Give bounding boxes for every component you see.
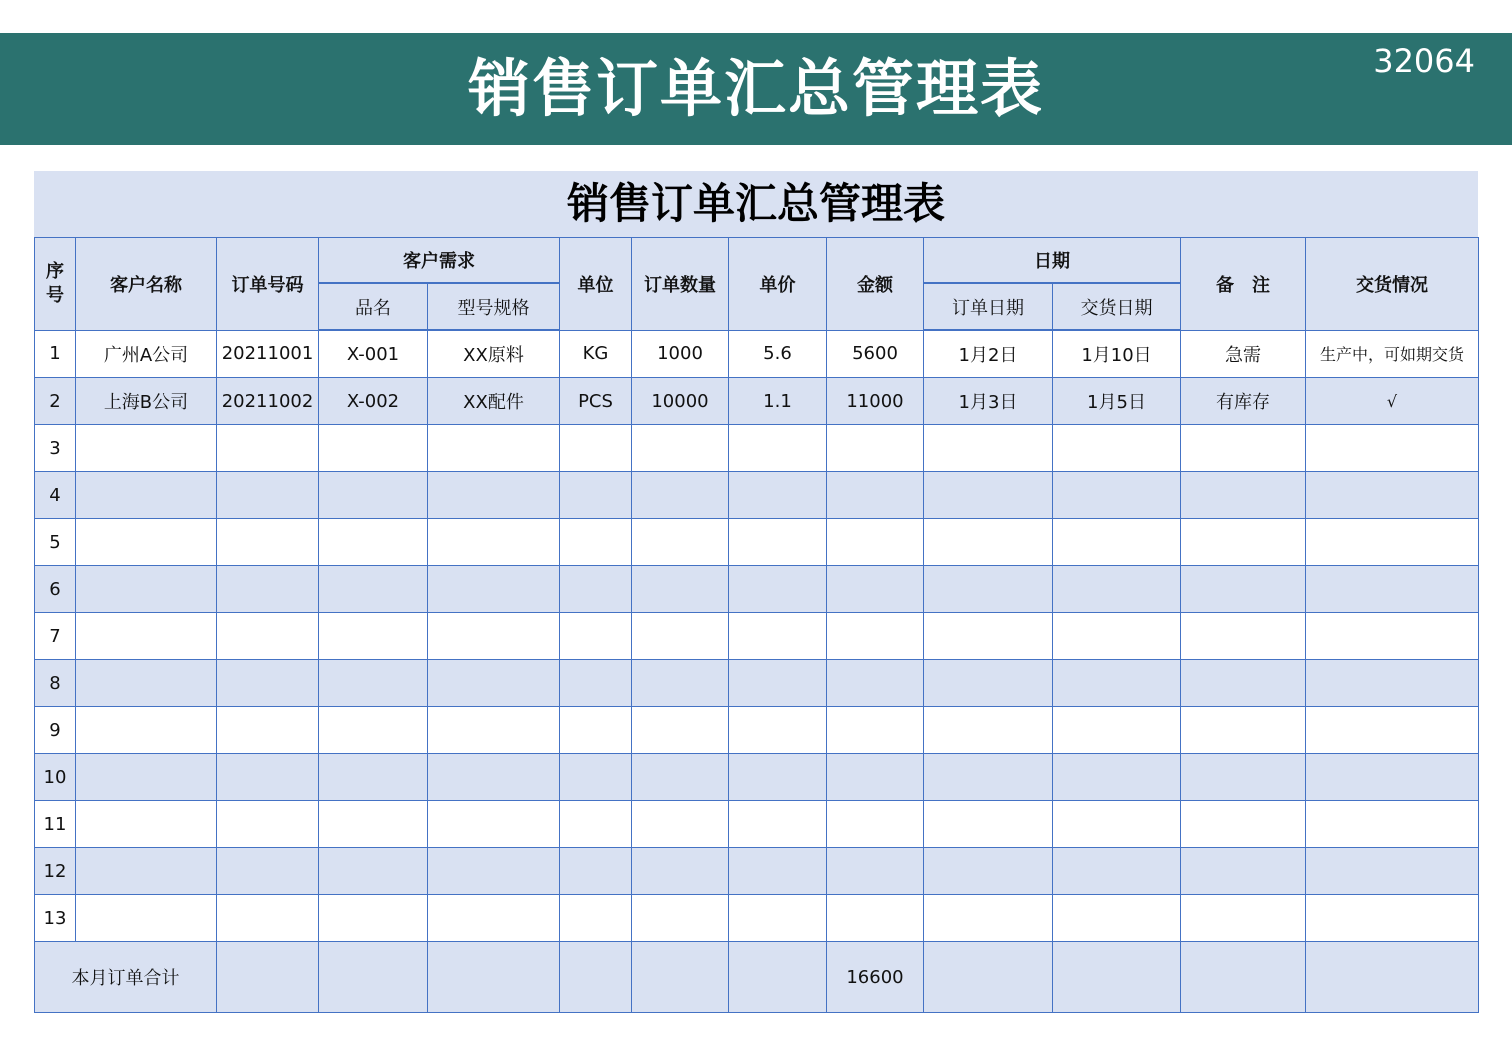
cell-order-number[interactable]	[217, 472, 319, 519]
cell-spec[interactable]	[428, 566, 560, 613]
cell-status[interactable]: 生产中，可如期交货	[1306, 330, 1479, 378]
cell-order-date[interactable]	[924, 425, 1053, 472]
table-row	[35, 660, 1479, 707]
cell-status[interactable]	[1306, 613, 1479, 660]
cell-order-date[interactable]	[924, 848, 1053, 895]
col-header-delivery-date: 交货日期	[1053, 283, 1181, 330]
cell-qty[interactable]	[632, 895, 729, 942]
cell-order-number[interactable]	[217, 801, 319, 848]
cell-customer[interactable]	[76, 472, 217, 519]
cell-qty[interactable]	[632, 801, 729, 848]
cell-product[interactable]	[319, 519, 428, 566]
col-header-unit: 单位	[560, 238, 632, 331]
cell-price[interactable]	[729, 848, 827, 895]
cell-amount[interactable]	[827, 754, 924, 801]
cell-remarks[interactable]: 有库存	[1181, 378, 1306, 425]
cell-order-date[interactable]: 1月3日	[924, 378, 1053, 425]
cell-product[interactable]	[319, 425, 428, 472]
cell-qty[interactable]	[632, 660, 729, 707]
cell-qty[interactable]	[632, 519, 729, 566]
cell-price[interactable]	[729, 660, 827, 707]
cell-seq: 12	[35, 848, 76, 895]
col-header-product-name: 品名	[319, 283, 428, 330]
col-header-customer-demand: 客户需求	[319, 238, 560, 284]
cell-unit[interactable]: KG	[560, 330, 632, 378]
cell-spec[interactable]	[428, 613, 560, 660]
cell-unit[interactable]	[560, 425, 632, 472]
table-cell[interactable]	[924, 942, 1053, 1013]
cell-price[interactable]	[729, 566, 827, 613]
cell-price[interactable]	[729, 754, 827, 801]
cell-delivery-date[interactable]	[1053, 895, 1181, 942]
cell-remarks[interactable]	[1181, 895, 1306, 942]
table-cell[interactable]	[560, 942, 632, 1013]
table-row	[35, 519, 1479, 566]
cell-seq: 1	[35, 330, 76, 378]
cell-status[interactable]	[1306, 566, 1479, 613]
table-row	[35, 378, 1479, 425]
cell-seq: 7	[35, 613, 76, 660]
cell-status[interactable]	[1306, 472, 1479, 519]
cell-customer[interactable]: 广州A公司	[76, 330, 217, 378]
cell-order-number[interactable]	[217, 754, 319, 801]
col-header-order-qty: 订单数量	[632, 238, 729, 331]
cell-order-number[interactable]: 20211001	[217, 330, 319, 378]
cell-unit[interactable]	[560, 472, 632, 519]
header-banner	[0, 33, 1512, 145]
cell-price[interactable]	[729, 707, 827, 754]
cell-status[interactable]	[1306, 801, 1479, 848]
cell-qty[interactable]: 1000	[632, 330, 729, 378]
table-row	[35, 801, 1479, 848]
cell-amount[interactable]: 11000	[827, 378, 924, 425]
table-cell[interactable]	[729, 942, 827, 1013]
cell-product[interactable]: X-001	[319, 330, 428, 378]
table-cell[interactable]	[1181, 942, 1306, 1013]
cell-order-number[interactable]	[217, 895, 319, 942]
table-cell[interactable]	[428, 942, 560, 1013]
cell-status[interactable]	[1306, 895, 1479, 942]
cell-amount[interactable]	[827, 613, 924, 660]
cell-delivery-date[interactable]: 1月5日	[1053, 378, 1181, 425]
cell-spec[interactable]	[428, 848, 560, 895]
table-cell[interactable]	[1053, 942, 1181, 1013]
cell-product[interactable]: X-002	[319, 378, 428, 425]
total-amount[interactable]: 16600	[827, 942, 924, 1013]
total-row	[35, 942, 1479, 1013]
cell-spec[interactable]	[428, 895, 560, 942]
cell-seq: 2	[35, 378, 76, 425]
cell-product[interactable]	[319, 613, 428, 660]
col-header-customer-name: 客户名称	[76, 238, 217, 331]
cell-remarks[interactable]	[1181, 660, 1306, 707]
cell-unit[interactable]	[560, 660, 632, 707]
cell-product[interactable]	[319, 754, 428, 801]
cell-spec[interactable]	[428, 519, 560, 566]
cell-product[interactable]	[319, 566, 428, 613]
cell-delivery-date[interactable]	[1053, 801, 1181, 848]
col-header-order-number: 订单号码	[217, 238, 319, 331]
cell-product[interactable]	[319, 660, 428, 707]
cell-unit[interactable]	[560, 519, 632, 566]
col-header-date: 日期	[924, 238, 1181, 284]
cell-status[interactable]: √	[1306, 378, 1479, 425]
cell-spec[interactable]	[428, 754, 560, 801]
cell-qty[interactable]	[632, 613, 729, 660]
cell-unit[interactable]	[560, 754, 632, 801]
document-number: 32064	[1373, 42, 1475, 80]
table-row	[35, 895, 1479, 942]
col-header-order-date: 订单日期	[924, 283, 1053, 330]
cell-order-date[interactable]	[924, 707, 1053, 754]
cell-amount[interactable]	[827, 895, 924, 942]
cell-unit[interactable]	[560, 801, 632, 848]
cell-spec[interactable]	[428, 425, 560, 472]
cell-remarks[interactable]	[1181, 848, 1306, 895]
cell-price[interactable]	[729, 425, 827, 472]
cell-remarks[interactable]	[1181, 613, 1306, 660]
cell-product[interactable]	[319, 707, 428, 754]
cell-customer[interactable]	[76, 895, 217, 942]
sheet-title: 销售订单汇总管理表	[34, 171, 1478, 237]
table-row	[35, 330, 1479, 378]
cell-unit[interactable]: PCS	[560, 378, 632, 425]
cell-unit[interactable]	[560, 566, 632, 613]
cell-seq: 9	[35, 707, 76, 754]
cell-order-date[interactable]	[924, 660, 1053, 707]
total-label: 本月订单合计	[35, 942, 217, 1013]
cell-product[interactable]	[319, 848, 428, 895]
cell-delivery-date[interactable]	[1053, 848, 1181, 895]
cell-order-number[interactable]: 20211002	[217, 378, 319, 425]
cell-order-number[interactable]	[217, 566, 319, 613]
banner-title: 销售订单汇总管理表	[467, 52, 1044, 125]
cell-order-date[interactable]	[924, 801, 1053, 848]
cell-spec[interactable]	[428, 472, 560, 519]
table-row	[35, 707, 1479, 754]
cell-seq: 8	[35, 660, 76, 707]
cell-delivery-date[interactable]	[1053, 519, 1181, 566]
cell-delivery-date[interactable]	[1053, 660, 1181, 707]
cell-order-number[interactable]	[217, 519, 319, 566]
col-header-amount: 金额	[827, 238, 924, 331]
cell-seq: 13	[35, 895, 76, 942]
cell-order-number[interactable]	[217, 707, 319, 754]
cell-status[interactable]	[1306, 707, 1479, 754]
cell-customer[interactable]	[76, 801, 217, 848]
cell-spec[interactable]	[428, 660, 560, 707]
col-header-seq-bottom: 号	[46, 284, 64, 306]
cell-customer[interactable]	[76, 707, 217, 754]
cell-delivery-date[interactable]	[1053, 613, 1181, 660]
cell-remarks[interactable]	[1181, 425, 1306, 472]
order-sheet	[34, 171, 1478, 1013]
cell-order-date[interactable]	[924, 754, 1053, 801]
cell-order-date[interactable]	[924, 566, 1053, 613]
cell-seq: 6	[35, 566, 76, 613]
cell-amount[interactable]	[827, 566, 924, 613]
table-cell[interactable]	[632, 942, 729, 1013]
cell-remarks[interactable]	[1181, 566, 1306, 613]
cell-product[interactable]	[319, 801, 428, 848]
cell-price[interactable]: 1.1	[729, 378, 827, 425]
cell-remarks[interactable]	[1181, 707, 1306, 754]
cell-status[interactable]	[1306, 519, 1479, 566]
cell-amount[interactable]	[827, 660, 924, 707]
col-header-seq-top: 序	[46, 260, 64, 282]
table-row	[35, 848, 1479, 895]
table-row	[35, 425, 1479, 472]
cell-price[interactable]	[729, 895, 827, 942]
cell-order-date[interactable]	[924, 613, 1053, 660]
col-header-remarks: 备 注	[1181, 238, 1306, 331]
cell-seq: 11	[35, 801, 76, 848]
cell-order-date[interactable]	[924, 472, 1053, 519]
cell-amount[interactable]	[827, 425, 924, 472]
cell-customer[interactable]	[76, 519, 217, 566]
cell-qty[interactable]	[632, 707, 729, 754]
cell-amount[interactable]	[827, 801, 924, 848]
cell-amount[interactable]	[827, 848, 924, 895]
table-row	[35, 566, 1479, 613]
cell-qty[interactable]: 10000	[632, 378, 729, 425]
cell-spec[interactable]	[428, 801, 560, 848]
cell-qty[interactable]	[632, 754, 729, 801]
cell-qty[interactable]	[632, 566, 729, 613]
cell-spec[interactable]: XX原料	[428, 330, 560, 378]
cell-amount[interactable]	[827, 472, 924, 519]
cell-status[interactable]	[1306, 754, 1479, 801]
table-cell[interactable]	[319, 942, 428, 1013]
cell-spec[interactable]	[428, 707, 560, 754]
cell-status[interactable]	[1306, 425, 1479, 472]
cell-customer[interactable]	[76, 425, 217, 472]
cell-unit[interactable]	[560, 895, 632, 942]
cell-remarks[interactable]	[1181, 519, 1306, 566]
cell-qty[interactable]	[632, 848, 729, 895]
cell-order-number[interactable]	[217, 425, 319, 472]
table-cell[interactable]	[1306, 942, 1479, 1013]
cell-spec[interactable]: XX配件	[428, 378, 560, 425]
cell-delivery-date[interactable]: 1月10日	[1053, 330, 1181, 378]
cell-unit[interactable]	[560, 848, 632, 895]
cell-order-date[interactable]: 1月2日	[924, 330, 1053, 378]
cell-price[interactable]: 5.6	[729, 330, 827, 378]
cell-status[interactable]	[1306, 660, 1479, 707]
cell-remarks[interactable]	[1181, 801, 1306, 848]
cell-customer[interactable]	[76, 613, 217, 660]
col-header-unit-price: 单价	[729, 238, 827, 331]
cell-unit[interactable]	[560, 707, 632, 754]
cell-customer[interactable]	[76, 754, 217, 801]
cell-qty[interactable]	[632, 472, 729, 519]
cell-price[interactable]	[729, 519, 827, 566]
col-header-seq	[35, 238, 76, 331]
cell-order-date[interactable]	[924, 519, 1053, 566]
cell-amount[interactable]: 5600	[827, 330, 924, 378]
cell-delivery-date[interactable]	[1053, 707, 1181, 754]
cell-order-number[interactable]	[217, 660, 319, 707]
cell-unit[interactable]	[560, 613, 632, 660]
cell-customer[interactable]: 上海B公司	[76, 378, 217, 425]
cell-seq: 4	[35, 472, 76, 519]
cell-amount[interactable]	[827, 707, 924, 754]
col-header-delivery-status: 交货情况	[1306, 238, 1479, 331]
cell-order-date[interactable]	[924, 895, 1053, 942]
cell-product[interactable]	[319, 895, 428, 942]
cell-order-number[interactable]	[217, 613, 319, 660]
cell-remarks[interactable]: 急需	[1181, 330, 1306, 378]
table-row	[35, 613, 1479, 660]
table-row	[35, 472, 1479, 519]
cell-status[interactable]	[1306, 848, 1479, 895]
cell-delivery-date[interactable]	[1053, 425, 1181, 472]
cell-remarks[interactable]	[1181, 754, 1306, 801]
cell-qty[interactable]	[632, 425, 729, 472]
cell-delivery-date[interactable]	[1053, 754, 1181, 801]
cell-customer[interactable]	[76, 848, 217, 895]
cell-seq: 5	[35, 519, 76, 566]
cell-delivery-date[interactable]	[1053, 472, 1181, 519]
cell-remarks[interactable]	[1181, 472, 1306, 519]
cell-seq: 10	[35, 754, 76, 801]
cell-seq: 3	[35, 425, 76, 472]
cell-amount[interactable]	[827, 519, 924, 566]
cell-customer[interactable]	[76, 660, 217, 707]
cell-delivery-date[interactable]	[1053, 566, 1181, 613]
table-row	[35, 754, 1479, 801]
cell-order-number[interactable]	[217, 848, 319, 895]
cell-customer[interactable]	[76, 566, 217, 613]
col-header-model-spec: 型号规格	[428, 283, 560, 330]
table-cell[interactable]	[217, 942, 319, 1013]
cell-product[interactable]	[319, 472, 428, 519]
cell-price[interactable]	[729, 472, 827, 519]
cell-price[interactable]	[729, 613, 827, 660]
cell-price[interactable]	[729, 801, 827, 848]
order-table	[34, 237, 1479, 1013]
